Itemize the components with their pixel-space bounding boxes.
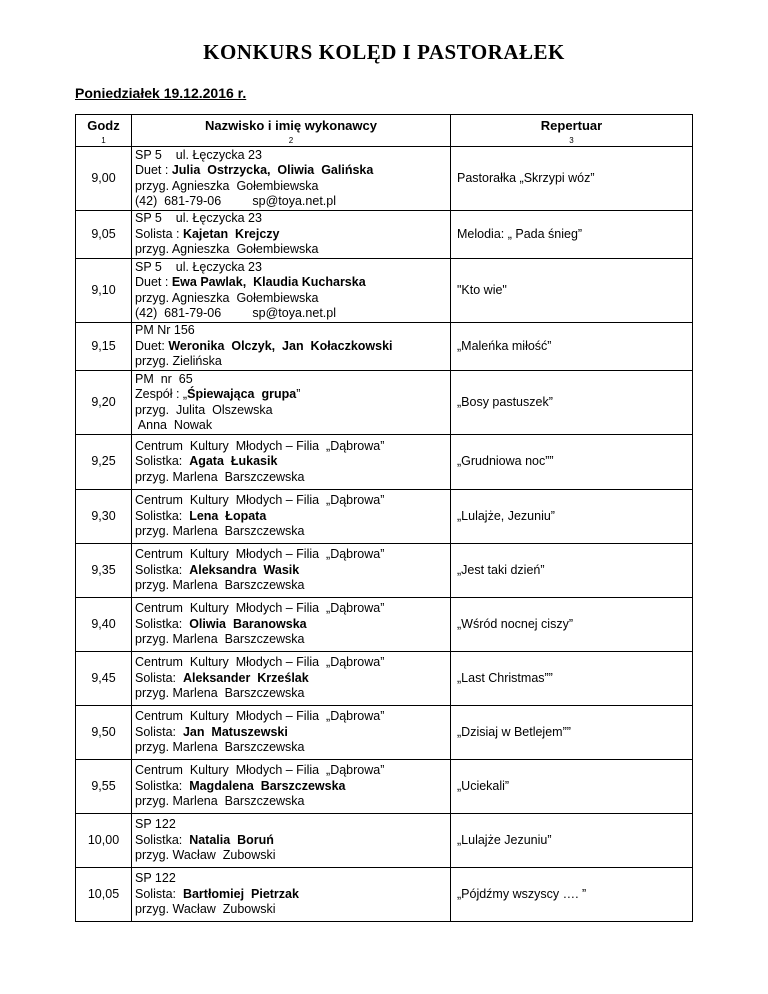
performer-line	[135, 454, 450, 470]
performer-line	[135, 563, 450, 579]
repertoire-cell: Melodia: „ Pada śnieg”	[451, 211, 693, 259]
time-cell: 9,40	[76, 598, 132, 652]
performer-cell	[132, 490, 451, 544]
performer-line: Centrum Kultury Młodych – Filia „Dąbrowa”	[135, 601, 385, 616]
performer-name: Aleksandra Wasik	[189, 562, 300, 577]
performer-line: (42) 681-79-06 sp@toya.net.pl	[135, 194, 336, 208]
performer-line: (42) 681-79-06 sp@toya.net.pl	[135, 306, 336, 320]
performer-name: Jan Matuszewski	[182, 724, 288, 739]
table-row	[76, 706, 693, 760]
performer-line: Centrum Kultury Młodych – Filia „Dąbrowa”	[135, 709, 385, 724]
table-row	[76, 868, 693, 922]
performer-line: Anna Nowak	[135, 418, 213, 432]
performer-cell	[132, 259, 451, 323]
performer-line: przyg. Marlena Barszczewska	[135, 578, 305, 593]
performer-line	[135, 617, 450, 633]
header-rep-label: Repertuar	[540, 118, 603, 133]
header-name	[132, 115, 451, 147]
time-cell: 9,35	[76, 544, 132, 598]
time-cell: 9,45	[76, 652, 132, 706]
performer-cell	[132, 371, 451, 435]
repertoire-cell: „Dzisiaj w Betlejem””	[451, 706, 693, 760]
schedule-table	[75, 114, 693, 922]
performer-line: SP 122	[135, 817, 176, 832]
repertoire-cell: „Jest taki dzień”	[451, 544, 693, 598]
time-cell: 9,30	[76, 490, 132, 544]
performer-line: przyg. Agnieszka Gołembiewska	[135, 242, 319, 257]
performer-name: Oliwia Baranowska	[189, 616, 307, 631]
performer-role: Solista:	[135, 886, 183, 901]
performer-line	[135, 163, 450, 179]
header-godz-number: 1	[101, 136, 106, 145]
table-row	[76, 323, 693, 371]
repertoire-cell: „Grudniowa noc””	[451, 435, 693, 490]
repertoire-cell: „Uciekali”	[451, 760, 693, 814]
performer-line: przyg. Wacław Zubowski	[135, 848, 276, 863]
performer-line	[135, 887, 450, 903]
table-row	[76, 598, 693, 652]
performer-line: przyg. Wacław Zubowski	[135, 902, 276, 917]
time-cell: 9,00	[76, 147, 132, 211]
time-cell: 9,50	[76, 706, 132, 760]
performer-line: przyg. Julita Olszewska	[135, 402, 273, 417]
date-heading: Poniedziałek 19.12.2016 r.	[75, 85, 247, 101]
performer-line	[135, 275, 450, 291]
performer-name: Magdalena Barszczewska	[189, 778, 346, 793]
performer-line	[135, 387, 450, 403]
performer-line	[135, 509, 450, 525]
performer-name: Lena Łopata	[189, 508, 267, 523]
performer-name: Bartłomiej Pietrzak	[182, 886, 299, 901]
performer-name: Natalia Boruń	[189, 832, 274, 847]
table-row	[76, 544, 693, 598]
performer-line: PM nr 65	[135, 371, 193, 386]
table-row	[76, 490, 693, 544]
table-row	[76, 371, 693, 435]
performer-role: Duet:	[135, 338, 169, 353]
header-repertoire	[451, 115, 693, 147]
performer-role: Solista:	[135, 670, 183, 685]
performer-cell	[132, 211, 451, 259]
performer-line: Centrum Kultury Młodych – Filia „Dąbrowa”	[135, 438, 385, 453]
performer-name: Julia Ostrzycka, Oliwia Galińska	[171, 163, 374, 177]
performer-suffix: ”	[296, 387, 301, 401]
performer-line: SP 122	[135, 871, 176, 886]
repertoire-cell: „Lulajże, Jezuniu”	[451, 490, 693, 544]
repertoire-cell: „Last Christmas””	[451, 652, 693, 706]
performer-line: Centrum Kultury Młodych – Filia „Dąbrowa”	[135, 763, 385, 778]
performer-line: przyg. Agnieszka Gołembiewska	[135, 178, 319, 193]
time-cell: 9,15	[76, 323, 132, 371]
performer-line	[135, 725, 450, 741]
table-row	[76, 211, 693, 259]
repertoire-cell: „Bosy pastuszek”	[451, 371, 693, 435]
repertoire-cell: Pastorałka „Skrzypi wóz”	[451, 147, 693, 211]
performer-name: Kajetan Krejczy	[182, 226, 280, 241]
table-header-row	[76, 115, 693, 147]
header-name-label: Nazwisko i imię wykonawcy	[205, 118, 377, 133]
performer-cell	[132, 435, 451, 490]
repertoire-cell: „Wśród nocnej ciszy”	[451, 598, 693, 652]
header-name-number: 2	[288, 136, 294, 145]
time-cell: 10,05	[76, 868, 132, 922]
performer-role: Solista:	[135, 724, 183, 739]
performer-name: Weronika Olczyk, Jan Kołaczkowski	[168, 338, 393, 353]
page-title: KONKURS KOLĘD I PASTORAŁEK	[203, 40, 565, 64]
performer-cell	[132, 544, 451, 598]
performer-line	[135, 339, 450, 355]
performer-line: SP 5 ul. Łęczycka 23	[135, 259, 262, 274]
performer-role: Solistka:	[135, 616, 190, 631]
time-cell: 9,25	[76, 435, 132, 490]
performer-cell	[132, 598, 451, 652]
performer-role: Solistka:	[135, 778, 190, 793]
performer-role: Duet :	[135, 163, 172, 177]
performer-line	[135, 227, 450, 243]
table-row	[76, 147, 693, 211]
performer-cell	[132, 652, 451, 706]
time-cell: 9,05	[76, 211, 132, 259]
repertoire-cell: "Kto wie"	[451, 259, 693, 323]
time-cell: 9,20	[76, 371, 132, 435]
performer-line: Centrum Kultury Młodych – Filia „Dąbrowa”	[135, 655, 385, 670]
time-cell: 9,10	[76, 259, 132, 323]
repertoire-cell: „Maleńka miłość”	[451, 323, 693, 371]
performer-line: PM Nr 156	[135, 323, 195, 338]
table-row	[76, 760, 693, 814]
performer-line: przyg. Marlena Barszczewska	[135, 469, 305, 484]
performer-line: przyg. Marlena Barszczewska	[135, 524, 305, 539]
repertoire-cell: „Pójdźmy wszyscy …. ”	[451, 868, 693, 922]
performer-cell	[132, 706, 451, 760]
table-row	[76, 814, 693, 868]
header-godz-label: Godz	[87, 118, 120, 133]
table-row	[76, 435, 693, 490]
performer-line: przyg. Agnieszka Gołembiewska	[135, 290, 319, 305]
performer-role: Solistka:	[135, 508, 190, 523]
performer-role: Zespół : „	[135, 387, 188, 401]
performer-role: Duet :	[135, 275, 172, 289]
performer-cell	[132, 760, 451, 814]
performer-line	[135, 779, 450, 795]
performer-line	[135, 833, 450, 849]
performer-line: przyg. Zielińska	[135, 354, 222, 369]
performer-line: SP 5 ul. Łęczycka 23	[135, 147, 262, 162]
performer-line	[135, 671, 450, 687]
table-row	[76, 259, 693, 323]
performer-line: przyg. Marlena Barszczewska	[135, 686, 305, 701]
performer-name: Śpiewająca grupa	[187, 387, 297, 401]
performer-line: SP 5 ul. Łęczycka 23	[135, 211, 262, 226]
repertoire-cell: „Lulajże Jezuniu”	[451, 814, 693, 868]
time-cell: 10,00	[76, 814, 132, 868]
performer-role: Solistka:	[135, 454, 190, 469]
performer-line: przyg. Marlena Barszczewska	[135, 794, 305, 809]
time-cell: 9,55	[76, 760, 132, 814]
performer-role: Solistka:	[135, 832, 190, 847]
performer-role: Solistka:	[135, 562, 190, 577]
performer-name: Aleksander Krześlak	[182, 670, 309, 685]
performer-cell	[132, 147, 451, 211]
performer-name: Agata Łukasik	[189, 454, 278, 469]
performer-cell	[132, 868, 451, 922]
performer-line: Centrum Kultury Młodych – Filia „Dąbrowa”	[135, 493, 385, 508]
performer-line: Centrum Kultury Młodych – Filia „Dąbrowa”	[135, 547, 385, 562]
performer-role: Solista :	[135, 226, 183, 241]
performer-line: przyg. Marlena Barszczewska	[135, 632, 305, 647]
table-row	[76, 652, 693, 706]
performer-line: przyg. Marlena Barszczewska	[135, 740, 305, 755]
header-godz	[76, 115, 132, 147]
performer-cell	[132, 814, 451, 868]
performer-name: Ewa Pawlak, Klaudia Kucharska	[171, 275, 366, 289]
header-rep-number: 3	[569, 136, 574, 145]
performer-cell	[132, 323, 451, 371]
